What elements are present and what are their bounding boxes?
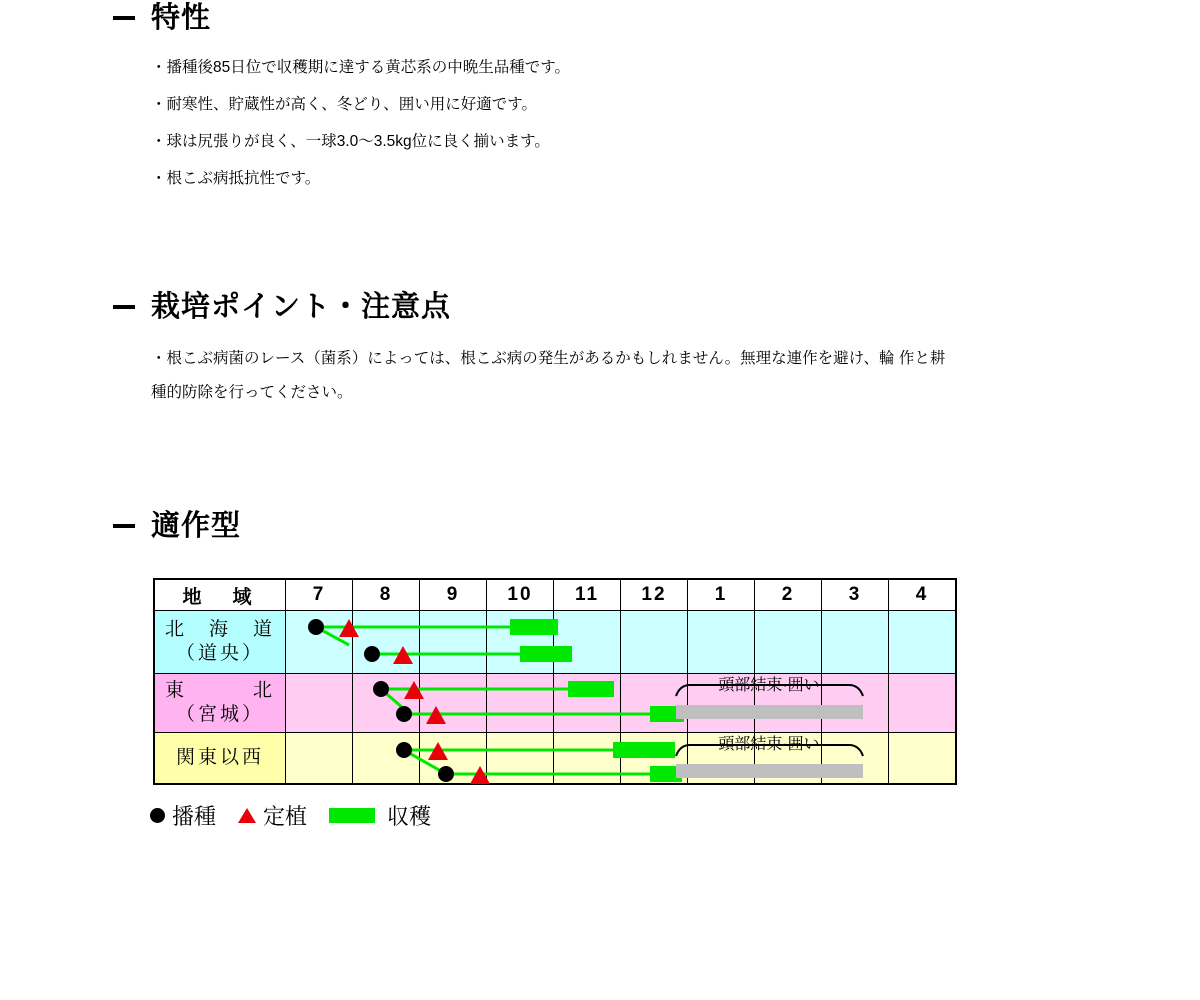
- heading-text: 特性: [151, 2, 212, 34]
- row-label-hokkaido: [154, 611, 286, 674]
- cell: [286, 674, 353, 733]
- cell: [889, 611, 957, 674]
- cell: [286, 611, 353, 674]
- section-cultivation-points: [0, 293, 1200, 410]
- row-label-kanto: [154, 733, 286, 785]
- cell: [286, 733, 353, 785]
- legend-item-planting: [238, 800, 307, 831]
- table-row: [154, 611, 956, 674]
- dash-icon: [113, 16, 135, 20]
- legend-item-sowing: [150, 800, 216, 831]
- table-row: [154, 733, 956, 785]
- cell: [688, 674, 755, 733]
- header-month: 4: [889, 579, 957, 611]
- legend-label: 収穫: [387, 804, 432, 829]
- cell: [889, 674, 957, 733]
- cell: [487, 611, 554, 674]
- circle-marker-icon: [150, 808, 165, 823]
- cell: [554, 733, 621, 785]
- legend-label: 定植: [263, 804, 308, 829]
- cultivation-note: [0, 342, 1200, 410]
- cropping-chart: [153, 578, 957, 785]
- cell: [554, 611, 621, 674]
- cell: [353, 611, 420, 674]
- bar-marker-icon: [329, 808, 375, 823]
- chart-legend: [150, 800, 453, 831]
- legend-label: 播種: [172, 804, 217, 829]
- bullet-line: ・根こぶ病抵抗性です。: [151, 170, 321, 188]
- header-region: 地 域: [154, 579, 286, 611]
- cell: [822, 733, 889, 785]
- cell: [822, 611, 889, 674]
- cell: [621, 733, 688, 785]
- heading-text: 栽培ポイント・注意点: [151, 291, 452, 323]
- header-month: 2: [755, 579, 822, 611]
- cell: [420, 611, 487, 674]
- cell: [420, 733, 487, 785]
- heading-cropping-type: [0, 512, 1200, 541]
- note-line: 作と耕種的防除を行ってください。: [151, 350, 946, 402]
- cell: [487, 674, 554, 733]
- heading-characteristics: [0, 4, 1200, 33]
- header-month: 8: [353, 579, 420, 611]
- header-month: 11: [554, 579, 621, 611]
- row-label-line1: 北 海 道: [164, 619, 275, 641]
- note-line: ・根こぶ病菌のレース（菌系）によっては、根こぶ病の発生があるかもしれません。無理な連作を避け、輪: [151, 350, 895, 367]
- cell: [353, 733, 420, 785]
- cell: [755, 674, 822, 733]
- section-cropping-chart: [0, 512, 1200, 541]
- heading-text: 適作型: [151, 510, 242, 542]
- characteristics-bullets: [0, 59, 1200, 187]
- cropping-table: [153, 578, 957, 785]
- heading-cultivation-points: [0, 293, 1200, 322]
- cell: [621, 611, 688, 674]
- dash-icon: [113, 524, 135, 528]
- row-label-tohoku: [154, 674, 286, 733]
- cell: [889, 733, 957, 785]
- cell: [755, 733, 822, 785]
- cell: [487, 733, 554, 785]
- bullet-line: ・耐寒性、貯蔵性が高く、冬どり、囲い用に好適です。: [151, 96, 537, 114]
- table-header-row: [154, 579, 956, 611]
- header-month: 3: [822, 579, 889, 611]
- row-label-line2: （道央）: [175, 643, 264, 664]
- cell: [353, 674, 420, 733]
- annotation-text: 頭部結束·囲い: [718, 736, 820, 753]
- table-row: [154, 674, 956, 733]
- row-label-line1: 関東以西: [175, 747, 264, 769]
- cell: [621, 674, 688, 733]
- header-month: 7: [286, 579, 353, 611]
- row-label-line2: （宮城）: [175, 704, 264, 725]
- header-month: 9: [420, 579, 487, 611]
- header-month: 12: [621, 579, 688, 611]
- row-label-line1: 東 北: [164, 680, 275, 702]
- section-characteristics: [0, 4, 1200, 207]
- header-month: 1: [688, 579, 755, 611]
- cell: [822, 674, 889, 733]
- cell: [554, 674, 621, 733]
- header-month: 10: [487, 579, 554, 611]
- dash-icon: [113, 305, 135, 309]
- triangle-marker-icon: [238, 808, 256, 823]
- cell: [420, 674, 487, 733]
- cell: [688, 611, 755, 674]
- cell: [688, 733, 755, 785]
- annotation-text: 頭部結束·囲い: [718, 677, 820, 694]
- legend-item-harvest: [329, 800, 431, 831]
- cell: [755, 611, 822, 674]
- bullet-line: ・播種後85日位で収穫期に達する黄芯系の中晩生品種です。: [151, 59, 571, 76]
- bullet-line: ・球は尻張りが良く、一球3.0〜3.5kg位に良く揃います。: [151, 133, 550, 151]
